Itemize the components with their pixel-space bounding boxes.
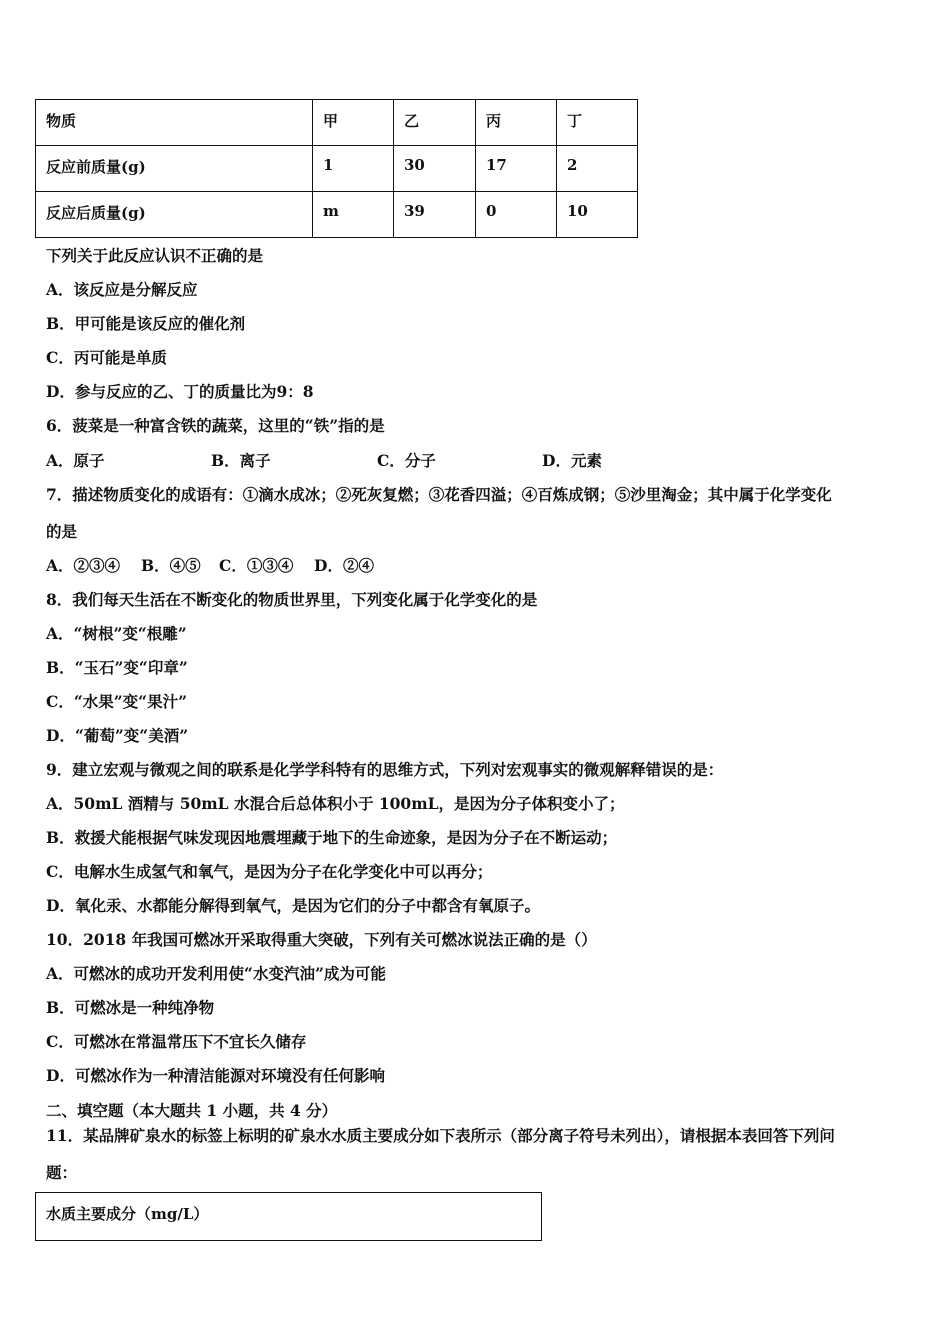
question-8-stem: 8．我们每天生活在不断变化的物质世界里，下列变化属于化学变化的是 <box>46 590 538 609</box>
section-title: 二、填空题（本大题共 1 小题，共 4 分） <box>46 1101 338 1120</box>
question-5-stem: 下列关于此反应认识不正确的是 <box>46 246 264 265</box>
table-cell: 17 <box>476 146 557 192</box>
option: C．可燃冰在常温常压下不宜长久储存 <box>46 1032 307 1051</box>
option: A．原子 <box>46 451 105 470</box>
option: A．50mL 酒精与 50mL 水混合后总体积小于 100mL，是因为分子体积变小了； <box>46 794 625 813</box>
question-11-stem: 11．某品牌矿泉水的标签上标明的矿泉水水质主要成分如下表所示（部分离子符号未列出），请根据本表回答下列问 <box>46 1126 835 1145</box>
option: C．丙可能是单质 <box>46 348 167 367</box>
table-cell: 反应后质量(g) <box>36 192 313 238</box>
option: D．氧化汞、水都能分解得到氧气，是因为它们的分子中都含有氧原子。 <box>46 896 540 915</box>
option: B．可燃冰是一种纯净物 <box>46 998 215 1017</box>
question-9-stem: 9．建立宏观与微观之间的联系是化学学科特有的思维方式，下列对宏观事实的微观解释错误的是： <box>46 760 724 779</box>
table-row <box>36 192 638 238</box>
option: C．电解水生成氢气和氧气，是因为分子在化学变化中可以再分； <box>46 862 493 881</box>
table-cell: m <box>313 192 394 238</box>
table-cell: 10 <box>557 192 638 238</box>
option: C．①③④ <box>219 556 294 575</box>
option: D．参与反应的乙、丁的质量比为9：8 <box>46 382 314 401</box>
table-cell: 1 <box>313 146 394 192</box>
question-7-stem-cont: 的是 <box>46 522 78 541</box>
table-cell: 乙 <box>394 100 476 146</box>
question-6-stem: 6．菠菜是一种富含铁的蔬菜，这里的“铁”指的是 <box>46 416 385 435</box>
option: C．分子 <box>377 451 436 470</box>
question-11-stem-cont: 题： <box>46 1163 78 1182</box>
table-cell: 丁 <box>557 100 638 146</box>
option: B．离子 <box>211 451 271 470</box>
water-composition-table <box>35 1192 542 1241</box>
question-10-stem: 10．2018 年我国可燃冰开采取得重大突破，下列有关可燃冰说法正确的是（） <box>46 930 597 949</box>
option: B．甲可能是该反应的催化剂 <box>46 314 246 333</box>
table-cell: 30 <box>394 146 476 192</box>
option: D．“葡萄”变“美酒” <box>46 726 189 745</box>
table-row <box>36 146 638 192</box>
reaction-mass-table <box>35 99 638 238</box>
table-header: 水质主要成分（mg/L） <box>46 1205 209 1223</box>
option: A．“树根”变“根雕” <box>46 624 187 643</box>
option: A．该反应是分解反应 <box>46 280 198 299</box>
option: D．元素 <box>542 451 602 470</box>
table-row <box>36 100 638 146</box>
question-7-stem: 7．描述物质变化的成语有：①滴水成冰；②死灰复燃；③花香四溢；④百炼成钢；⑤沙里淘金；其中属于化学变化 <box>46 485 832 504</box>
option: B．④⑤ <box>141 556 201 575</box>
option: A．可燃冰的成功开发利用使“水变汽油”成为可能 <box>46 964 386 983</box>
table-cell: 丙 <box>476 100 557 146</box>
table-cell: 0 <box>476 192 557 238</box>
table-cell: 39 <box>394 192 476 238</box>
option: D．可燃冰作为一种清洁能源对环境没有任何影响 <box>46 1066 385 1085</box>
option: B．救援犬能根据气味发现因地震埋藏于地下的生命迹象，是因为分子在不断运动； <box>46 828 618 847</box>
table-cell: 甲 <box>313 100 394 146</box>
option: A．②③④ <box>46 556 121 575</box>
table-cell: 物质 <box>36 100 313 146</box>
option: C．“水果”变“果汁” <box>46 692 187 711</box>
table-cell: 2 <box>557 146 638 192</box>
table-cell: 反应前质量(g) <box>36 146 313 192</box>
option: D．②④ <box>314 556 374 575</box>
option: B．“玉石”变“印章” <box>46 658 188 677</box>
